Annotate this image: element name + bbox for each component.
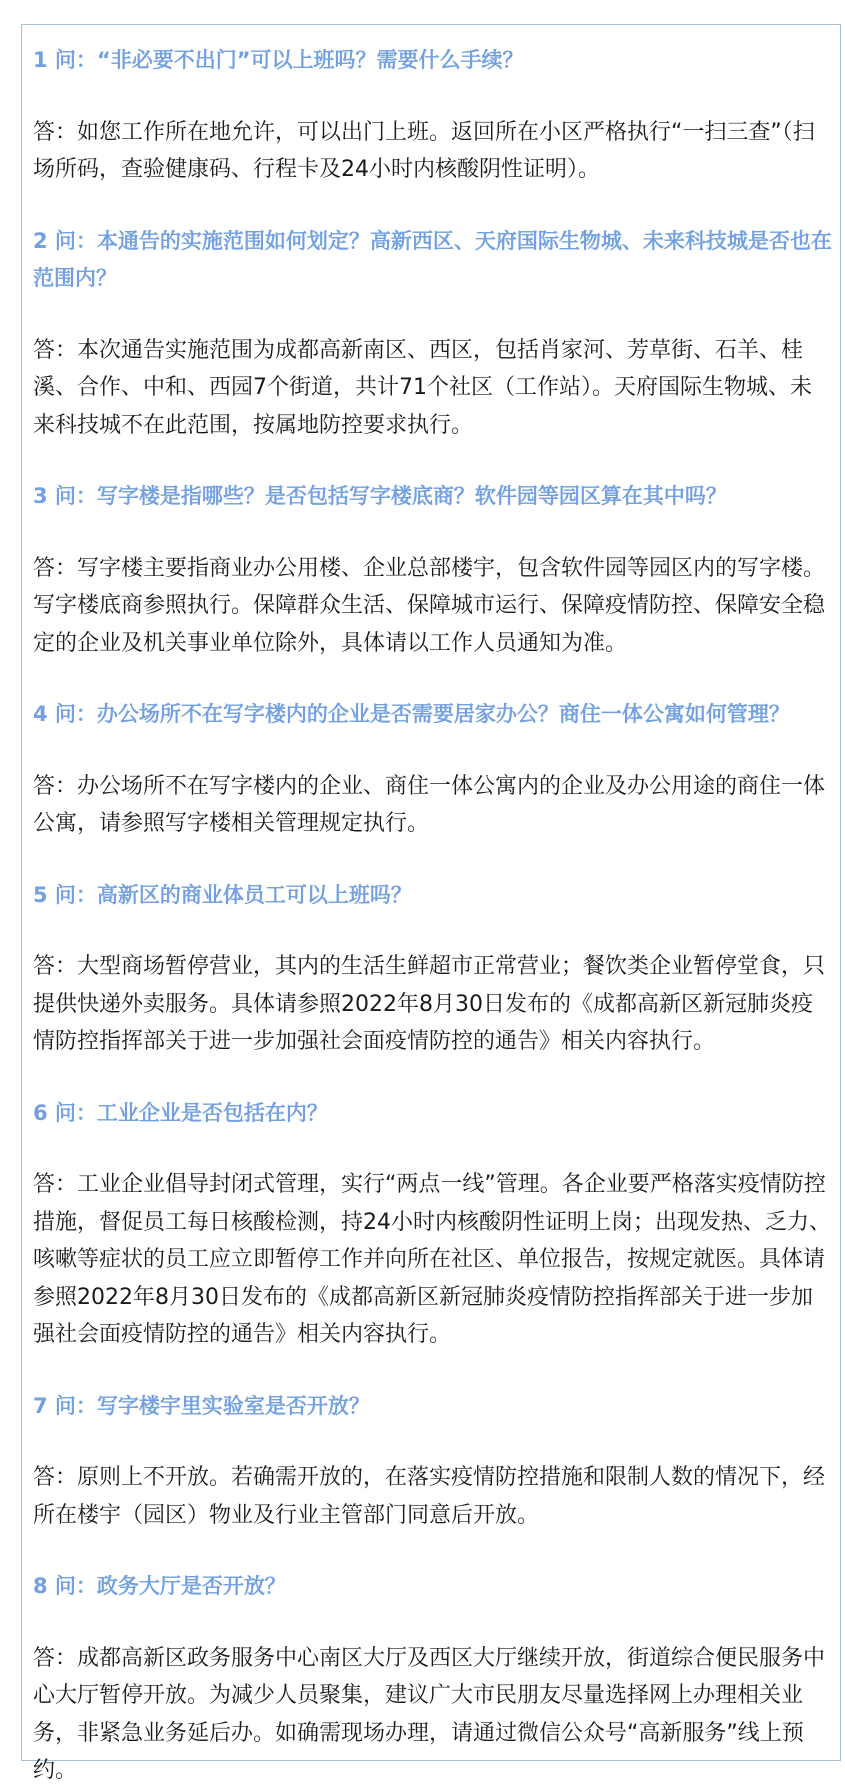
faq-answer-4: 答：办公场所不在写字楼内的企业、商住一体公寓内的企业及办公用途的商住一体公寓，请参照写字楼相关管理规定执行。 [33,773,826,836]
faq-answer-6: 答：工业企业倡导封闭式管理，实行“两点一线”管理。各企业要严格落实疫情防控措施，督促员工每日核酸检测，持24小时内核酸阴性证明上岗；出现发热、乏力、咳嗽等症状的员工应立即暂停工作并向所在社区、单位报告，按规定就医。具体请参照2022年8月30日发布的《成都高新区新冠肺炎疫情防控指挥部关于进一步加强社会面疫情防控的通告》相关内容执行。 [33,1172,831,1347]
faq-answer-2: 答：本次通告实施范围为成都高新南区、西区，包括肖家河、芳草街、石羊、桂溪、合作、中和、西园7个街道，共计71个社区（工作站）。天府国际生物城、未来科技城不在此范围，按属地防控要求执行。 [33,337,812,438]
faq-answer-8: 答：成都高新区政务服务中心南区大厅及西区大厅继续开放，街道综合便民服务中心大厅暂停开放。为减少人员聚集，建议广大市民朋友尽量选择网上办理相关业务，非紧急业务延后办。如确需现场办理，请通过微信公众号“高新服务”线上预约。 [33,1645,826,1783]
faq-question-7: 7 问：写字楼宇里实验室是否开放？ [33,1393,370,1418]
faq-box [21,24,841,1783]
faq-answer-3: 答：写字楼主要指商业办公用楼、企业总部楼宇，包含软件园等园区内的写字楼。写字楼底商参照执行。保障群众生活、保障城市运行、保障疫情防控、保障安全稳定的企业及机关事业单位除外，具体请以工作人员通知为准。 [33,555,826,656]
faq-question-1: 1 问：“非必要不出门”可以上班吗？需要什么手续？ [33,48,524,72]
faq-question-6: 6 问：工业企业是否包括在内？ [33,1100,328,1125]
faq-question-2: 2 问：本通告的实施范围如何划定？高新西区、天府国际生物城、未来科技城是否也在范围内？ [33,228,832,290]
faq-question-8: 8 问：政务大厅是否开放？ [33,1574,286,1598]
faq-question-4: 4 问：办公场所不在写字楼内的企业是否需要居家办公？商住一体公寓如何管理？ [33,702,790,726]
faq-question-3: 3 问：写字楼是指哪些？是否包括写字楼底商？软件园等园区算在其中吗？ [33,484,727,508]
faq-answer-7: 答：原则上不开放。若确需开放的，在落实疫情防控措施和限制人数的情况下，经所在楼宇（园区）物业及行业主管部门同意后开放。 [33,1465,826,1528]
faq-answer-1: 答：如您工作所在地允许，可以出门上班。返回所在小区严格执行“一扫三查”（扫场所码，查验健康码、行程卡及24小时内核酸阴性证明）。 [33,119,815,182]
faq-answer-5: 答：大型商场暂停营业，其内的生活生鲜超市正常营业；餐饮类企业暂停堂食，只提供快递外卖服务。具体请参照2022年8月30日发布的《成都高新区新冠肺炎疫情防控指挥部关于进一步加强社会面疫情防控的通告》相关内容执行。 [33,954,826,1054]
faq-question-5: 5 问：高新区的商业体员工可以上班吗？ [33,882,412,907]
